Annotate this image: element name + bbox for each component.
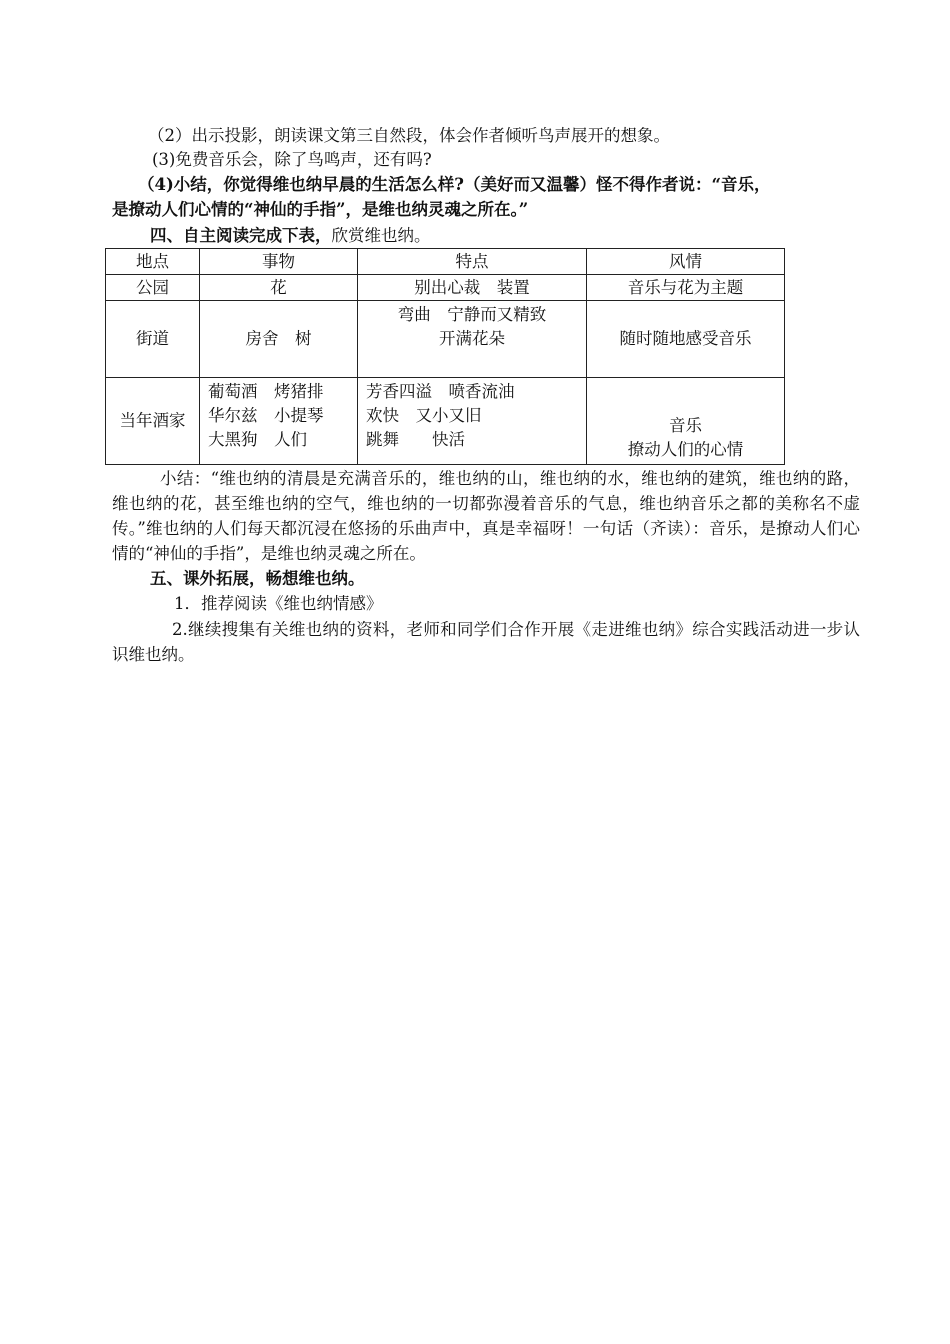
header-cell: 地点 (106, 249, 200, 275)
thing-line: 葡萄酒 烤猪排 (208, 382, 324, 401)
thing-line: 华尔兹 小提琴 (208, 406, 324, 425)
table-row (106, 275, 785, 301)
table-header-row (106, 249, 785, 275)
place-cell: 当年酒家 (106, 378, 200, 465)
feature-line: 芳香四溢 喷香流油 (366, 382, 515, 401)
table-row (106, 378, 785, 465)
features-cell: 别出心裁 装置 (358, 275, 587, 301)
step-4-line-cont: 是撩动人们心情的“神仙的手指”，是维也纳灵魂之所在。” (112, 200, 529, 219)
thing-line: 大黑狗 人们 (208, 430, 307, 449)
things-cell: 花 (200, 275, 358, 301)
section-4-heading (150, 225, 431, 247)
header-cell: 特点 (358, 249, 587, 275)
style-cell: 音乐与花为主题 (587, 275, 785, 301)
things-cell: 房舍 树 (200, 301, 358, 378)
section-4-rest: 欣赏维也纳。 (331, 226, 431, 245)
style-cell (587, 378, 785, 465)
header-cell: 事物 (200, 249, 358, 275)
feature-line: 跳舞 快活 (366, 430, 465, 449)
reading-table (105, 248, 785, 465)
step-2-line: （2）出示投影，朗读课文第三自然段，体会作者倾听鸟声展开的想象。 (148, 126, 670, 145)
feature-line: 欢快 又小又旧 (366, 406, 482, 425)
features-cell (358, 378, 587, 465)
table-row (106, 301, 785, 378)
section-5-item-1: 1．推荐阅读《维也纳情感》 (174, 594, 383, 613)
feature-line: 弯曲 宁静而又精致 (397, 305, 547, 324)
place-cell: 公园 (106, 275, 200, 301)
features-cell (358, 301, 587, 378)
section-5-heading: 五、课外拓展，畅想维也纳。 (150, 569, 365, 588)
things-cell (200, 378, 358, 465)
place-cell: 街道 (106, 301, 200, 378)
style-line: 撩动人们的心情 (627, 440, 744, 459)
header-cell: 风情 (587, 249, 785, 275)
section-5-item-2: 2.继续搜集有关维也纳的资料，老师和同学们合作开展《走进维也纳》综合实践活动进一步认识维也纳。 (112, 620, 860, 664)
summary-paragraph: 小结：“维也纳的清晨是充满音乐的，维也纳的山，维也纳的水，维也纳的建筑，维也纳的路，维也纳的花，甚至维也纳的空气，维也纳的一切都弥漫着音乐的气息，维也纳音乐之都的美称名不虚传。”维也纳的人们每天都沉浸在悠扬的乐曲声中，真是幸福呀！一句话（齐读）：音乐，是撩动人们心情的“神仙的手指”，是维也纳灵魂之所在。 (112, 469, 860, 563)
step-4-line: （4)小结，你觉得维也纳早晨的生活怎么样?（美好而又温馨）怪不得作者说：“音乐， (138, 175, 771, 194)
style-line: 音乐 (669, 416, 702, 435)
section-4-title: 四、自主阅读完成下表， (150, 226, 332, 245)
step-3-line: (3)免费音乐会，除了鸟鸣声，还有吗? (152, 150, 432, 169)
feature-line: 开满花朵 (439, 329, 505, 348)
style-cell: 随时随地感受音乐 (587, 301, 785, 378)
